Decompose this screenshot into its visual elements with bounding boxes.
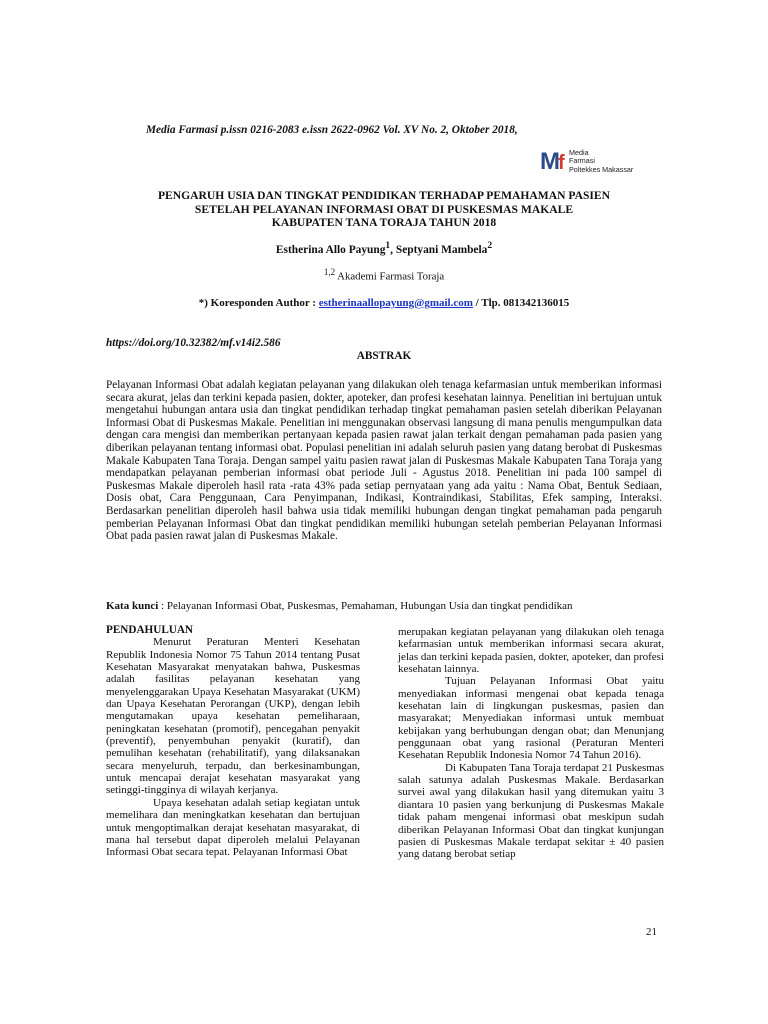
logo-mark-icon: Mf — [540, 148, 563, 175]
paragraph: Di Kabupaten Tana Toraja terdapat 21 Puskesmas salah satunya adalah Puskesmas Makale. Berdasarkan survei awal yang dilakukan hasil yang ditemukan yaitu 3 diantara 10 pasien yang berkunjung di Puskesmas Makale tidak paham mengenai informasi obat meskipun sudah diberikan Pelayanan Informasi Obat dan tingkat kunjungan pasien di Puskesmas Makale terdapat sekitar ± 40 pasien yang datang berobat setiap — [398, 761, 664, 861]
title-line-3: KABUPATEN TANA TORAJA TAHUN 2018 — [271, 216, 497, 229]
keywords-label: Kata kunci — [106, 600, 159, 612]
author-list: Estherina Allo Payung$^1$, Septyani Mambela$^2$ — [275, 241, 493, 256]
doi-link[interactable]: https://doi.org/10.32382/mf.v14i2.586 — [106, 337, 281, 349]
abstract-heading: ABSTRAK — [356, 350, 412, 362]
paragraph: merupakan kegiatan pelayanan yang dilakukan oleh tenaga kefarmasian untuk memberikan informasi secara akurat, jelas dan terkini kepada pasien, dokter, apoteker, dan profesi kesehatan lainnya. — [398, 626, 664, 676]
paragraph: Menurut Peraturan Menteri Kesehatan Republik Indonesia Nomor 75 Tahun 2014 tentang Pusat Kesehatan Masyarakat menyatakan bahwa, Puskesmas adalah fasilitas pelayanan kesehatan yang menyelenggarakan Upaya Kesehatan Masyarakat (UKM) dan Upaya Kesehatan Perorangan (UKP), dengan lebih mengutamakan upaya kesehatan pemeliharaan, peningkatan kesehatan (promotif), pencegahan penyakit (preventif), penyembuhan penyakit (kuratif), dan pemulihan kesehatan (rehabilitatif), yang dilaksanakan secara menyeluruh, terpadu, dan berkesinambungan, untuk mencapai derajat kesehatan masyarakat yang setinggi-tingginya di wilayah kerjanya. — [106, 636, 360, 797]
journal-logo — [540, 147, 690, 177]
affiliation: $^{1,2}$ Akademi Farmasi Toraja — [323, 267, 445, 283]
author-1: Estherina Allo Payung — [275, 243, 386, 256]
paragraph: Tujuan Pelayanan Informasi Obat yaitu menyediakan informasi mengenai obat kepada tenaga kesehatan lain di lingkungan puskesmas, pasien dan masyarakat; Menyediakan informasi untuk membuat kebijakan yang berhubungan dengan obat; dan Menunjang penggunaan obat yang rasional (Peraturan Menteri Kesehatan Republik Indonesia Nomor 74 Tahun 2016). — [398, 675, 664, 762]
page-number: 21 — [646, 926, 657, 938]
title-line-2: SETELAH PELAYANAN INFORMASI OBAT DI PUSKESMAS MAKALE — [194, 202, 574, 216]
abstract-body: Pelayanan Informasi Obat adalah kegiatan pelayanan yang dilakukan oleh tenaga kefarmasian untuk memberikan informasi secara akurat, jelas dan terkini kepada pasien, dokter, apoteker, dan profesi kesehatan lainnya. Penelitian ini bertujuan untuk mengetahui hubungan antara usia dan tingkat pendidikan terhadap tingkat pemahaman pasien setelah diberikan Pelayanan Informasi Obat di Puskesmas Makale. Penelitian ini menggunakan observasi langsung di mana penulis mengumpulkan data dengan cara mengisi dan memberikan pertanyaan kepada pasien rawat jalan terkait dengan pemahaman pada pasien yang diberikan pelayanan tentang informasi obat. Populasi penelitian ini adalah seluruh pasien yang datang berobat di Puskesmas Makale Kabupaten Tana Toraja. Dengan sampel yaitu pasien rawat jalan di Puskesmas Makale Kabupaten Tana Toraja yang mendapatkan pelayanan pemberian informasi obat periode Juli - Agustus 2018. Penelitian ini pada 100 sampel di Puskesmas Makale diperoleh hasil rata -rata 43% pada setiap pernyataan yang ada yaitu : Nama Obat, Bentuk Sediaan, Dosis obat, Cara Penggunaan, Cara Penyimpanan, Indikasi, Kontraindikasi, Stabilitas, Efek samping, Interaksi. Berdasarkan penelitian diperoleh hasil bahwa usia tidak memiliki hubungan dengan tingkat pemahaman pada pengaruh pemberian Pelayanan Informasi Obat dan tingkat pendidikan memiliki hubungan setelah pemberian Pelayanan Informasi Obat pada pasien rawat jalan di Puskesmas Makale. — [106, 379, 662, 543]
email-link[interactable]: estherinaallopayung@gmail.com — [318, 297, 473, 309]
keywords: Kata kunci : Pelayanan Informasi Obat, Puskesmas, Pemahaman, Hubungan Usia dan tingkat pendidikan — [106, 600, 573, 612]
left-column — [106, 624, 360, 859]
logo-text: Media Farmasi Poltekkes Makassar — [569, 148, 634, 174]
section-heading: PENDAHULUAN — [106, 624, 194, 636]
right-column — [398, 626, 664, 861]
corresponding-author: *) Koresponden Author : estherinaallopayung@gmail.com / Tlp. 081342136015 — [198, 297, 570, 309]
paragraph: Upaya kesehatan adalah setiap kegiatan untuk memelihara dan meningkatkan kesehatan dan bertujuan untuk mengoptimalkan derajat kesehatan masyarakat, di mana hal tersebut dapat diperoleh melalui Pelayanan Informasi Obat secara tepat. Pelayanan Informasi Obat — [106, 796, 360, 859]
title-line-1: PENGARUH USIA DAN TINGKAT PENDIDIKAN TERHADAP PEMAHAMAN PASIEN — [157, 189, 611, 202]
journal-header: Media Farmasi p.issn 0216-2083 e.issn 2622-0962 Vol. XV No. 2, Oktober 2018, — [146, 124, 518, 136]
paper-title — [100, 189, 668, 230]
author-2: Septyani Mambela — [395, 243, 488, 256]
